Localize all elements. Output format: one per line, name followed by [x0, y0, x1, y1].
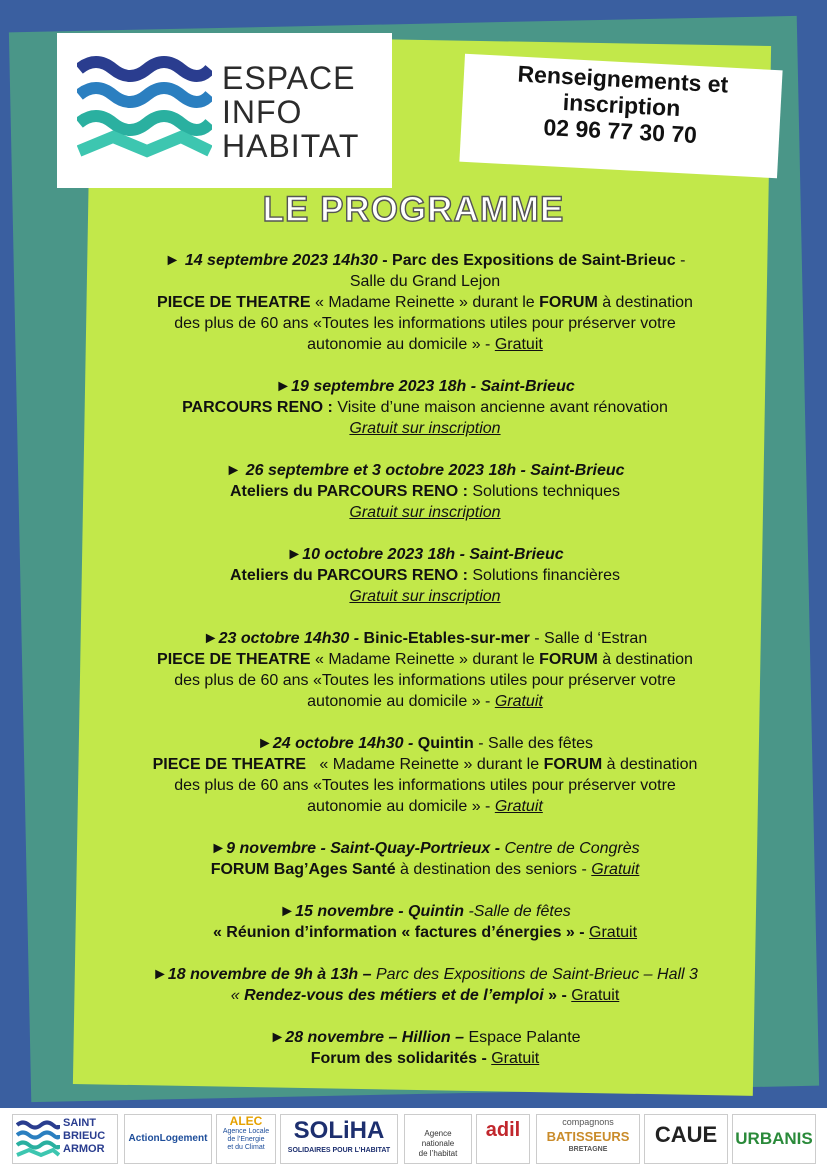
logo-anah: Agence nationale de l’habitat: [404, 1114, 472, 1164]
contact-box: [459, 54, 782, 178]
event-1: ► 14 septembre 2023 14h30 - Parc des Expositions de Saint-Brieuc - Salle du Grand Lejon PIECE DE THEATRE « Madame Reinette » durant le FORUM à destination des plus de 60 ans «Toutes les informations utiles pour préserver votre autonomie au domicile » - Gratuit: [157, 252, 693, 353]
event-4: ►10 octobre 2023 18h - Saint-Brieuc Ateliers du PARCOURS RENO : Solutions financières Gratuit sur inscription: [229, 546, 621, 605]
event-7: ►9 novembre - Saint-Quay-Portrieux - Centre de Congrès FORUM Bag’Ages Santé à destination des seniors - Gratuit: [210, 840, 640, 878]
logo-urbanis: URBANIS: [732, 1114, 816, 1164]
logo-adil: adil: [476, 1114, 530, 1164]
event-10: ►28 novembre – Hillion – Espace Palante Forum des solidarités - Gratuit: [269, 1029, 581, 1067]
logo-saint-brieuc-armor: SAINT BRIEUC ARMOR: [12, 1114, 118, 1164]
logo-action-logement: ActionLogement: [124, 1114, 212, 1164]
event-6: ►24 octobre 14h30 - Quintin - Salle des fêtes PIECE DE THEATRE « Madame Reinette » durant le FORUM à destination des plus de 60 ans «Toutes les informations utiles pour préserver votre autonomie au domicile » - Gratuit: [152, 735, 698, 815]
event-9: ►18 novembre de 9h à 13h – Parc des Expositions de Saint-Brieuc – Hall 3 « Rendez-vous des métiers et de l’emploi » - Gratuit: [152, 966, 698, 1004]
event-2: ►19 septembre 2023 18h - Saint-Brieuc PARCOURS RENO : Visite d’une maison ancienne avant rénovation Gratuit sur inscription: [182, 378, 668, 437]
event-3: ► 26 septembre et 3 octobre 2023 18h - Saint-Brieuc Ateliers du PARCOURS RENO : Solutions techniques Gratuit sur inscription: [225, 462, 625, 521]
event-8: ►15 novembre - Quintin -Salle de fêtes « Réunion d’information « factures d’énergies » - Gratuit: [212, 903, 638, 941]
logo-caue: CAUE: [644, 1114, 728, 1164]
contact-phone: 02 96 77 30 70: [542, 113, 698, 148]
logo-compagnons-batisseurs: compagnons BATISSEURS BRETAGNE: [536, 1114, 640, 1164]
waves-logo-icon: [77, 51, 212, 171]
logo-soliha: SOLiHA SOLIDAIRES POUR L’HABITAT: [280, 1114, 398, 1164]
logo-alec: ALEC Agence Locale de l’Energie et du Climat: [216, 1114, 276, 1164]
contact-line2: inscription: [562, 88, 681, 122]
page-title: LE PROGRAMME: [262, 190, 565, 229]
program-list: [110, 250, 740, 1090]
contact-line1: Renseignements et: [516, 60, 729, 98]
partner-logos-strip: [0, 1108, 827, 1169]
saint-brieuc-waves-icon: [16, 1119, 60, 1159]
event-5: ►23 octobre 14h30 - Binic-Etables-sur-mer - Salle d ‘Estran PIECE DE THEATRE « Madame Reinette » durant le FORUM à destination des plus de 60 ans «Toutes les informations utiles pour préserver votre autonomie au domicile » - Gratuit: [157, 630, 693, 710]
brand-name: ESPACE INFO HABITAT: [222, 60, 360, 164]
espace-info-habitat-logo: [57, 33, 392, 188]
